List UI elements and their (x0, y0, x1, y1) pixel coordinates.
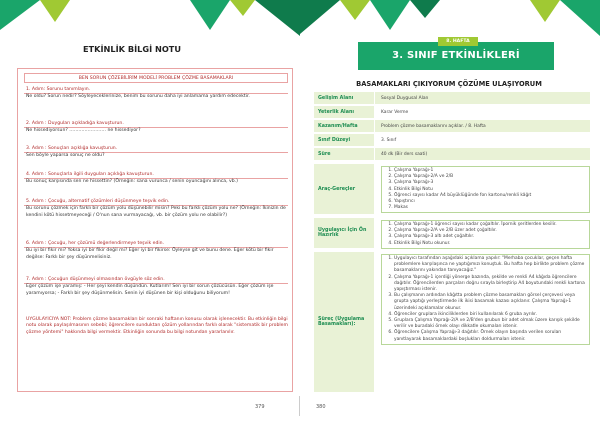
step-1-text: Ne oldu? Sorun nedir? Söyleyeceklerinize, benim bu sorunu daha iyi anlamama yardım edecektir. (26, 94, 250, 100)
row-value: Sosyal Duygusal Alan (375, 92, 590, 104)
row-value: 40 dk (Bir ders saati) (375, 148, 590, 160)
list-item: 7. Makas (394, 205, 587, 211)
list-item: 2. Çalışma Yaprağı-1 içerdiği yönerge bazında, şekilde ve renkli A4 kâğıda öğrencilere dağıtılır. Öğrencilerden parçaları doğru sırayla birleştirip A4 boyutundaki renkli kartona yapıştırması istenir. (394, 275, 587, 294)
list-item: 6. Yapıştırıcı (394, 199, 587, 205)
page-number-right: 380 (316, 404, 326, 410)
info-note-title: ETKİNLİK BİLGİ NOTU (82, 44, 182, 54)
row-grade-level (314, 134, 590, 146)
prep-list-box (381, 220, 590, 249)
badge-title: 3. SINIF ETKİNLİKLERİ (392, 50, 520, 61)
row-development-area (314, 92, 590, 104)
steps-box-title: BEN SORUN ÇÖZEBİLİRİM MODELİ PROBLEM ÇÖZME BASAMAKLARI (24, 73, 288, 83)
week-tag: 8. HAFTA (438, 37, 478, 46)
step-7 (24, 277, 288, 297)
step-5-text: Bu sorunu çözmek için farklı bir çözüm yolu düşünebilir misin? Peki bu farklı çözüm yolu ne? (Örneğin: İkinizin de kendini kötü hissetmeyeceği / O'nun sana vurmayacağı, vb. bir çözüm yolu ne olabilir?) (26, 206, 286, 218)
row-label: Sınıf Düzeyi (314, 134, 374, 146)
step-7-heading: 7. Adım : Çocuğun düşünmeyi olmasından övgüyle söz edin. (24, 277, 288, 284)
step-7-text: Eğer çözüm işe yaramış: - Her şeyi kendin düşündün. Kutlarım! Sen iyi bir sorun çözücüsün. Eğer çözüm işe yaramıyorsa; - Farklı bir şey düşünmelisin. Senin iyi düşünen bir kişi olduğunu biliyorum! (26, 284, 274, 296)
practitioner-note: UYGULAYICIYA NOT: Problem çözme basamakları bir sonraki haftanın konusu olarak işlenecektir. Bu etkinliğin bilgi notu olarak paylaşılmasının sebebi; öğrencilere sunduktan çözüm yollarından farklı olarak "sistematik bir problem çözme yöntemi" hakkında bilgi vermektir. Etkinliğin sonunda bu bilgi notundan yararlanılır. (26, 317, 288, 335)
activity-title: BASAMAKLARI ÇIKIYORUM ÇÖZÜME ULAŞIYORUM (356, 80, 542, 88)
row-label: Kazanım/Hafta (314, 120, 374, 132)
row-label: Uygulayıcı İçin Ön Hazırlık (314, 218, 374, 248)
step-4-text: Bu sonuç karşısında sen ne hissettin? (Örneğin: sana vurunca / senin oyuncağını alınca, vb.) (26, 179, 238, 185)
list-item: 5. Öğrenci sayısı kadar A4 büyüklüğünde fon kartonu/renkli kâğıt (394, 193, 587, 199)
step-2-text: Ne hissediyorsun? …………………… ne hissediyor? (26, 128, 141, 134)
step-5 (24, 199, 288, 219)
list-item: 3. Bu çalışmanın ardından kâğıtta problem çözme basamakları görsel çerçevesi veya grupta yaptığı yerleştirmede ilk ikisi basamak kazası açıklanır. Çalışma Yaprağı-1 üzerindeki açıklamalar okunur. (394, 293, 587, 312)
list-item: 6. Öğrencilere Çalışma Yaprağı-3 dağıtılır. Örnek olayın başında verilen soruları yanıtlayarak basamaklardaki boşlukları doldurmaları istenir. (394, 330, 587, 342)
row-value (375, 252, 590, 392)
row-label: Süre (314, 148, 374, 160)
row-value: Problem çözme basamaklarını açıklar. / 8. Hafta (375, 120, 590, 132)
step-3-text: Sen böyle yaparsa sonuç ne oldu? (26, 153, 105, 159)
row-value: Karar Verme (381, 109, 409, 115)
step-2 (24, 121, 288, 135)
list-item: 1. Çalışma Yaprağı-1 (394, 168, 587, 174)
list-item: 1. Çalışma Yaprağı-1 öğrenci sayısı kadar çoğaltılır. İpornik şeritlerden kesilir. (394, 222, 587, 228)
step-2-heading: 2. Adım : Duyguları açıkladığa kavuşturun. (24, 121, 288, 128)
step-6-heading: 6. Adım : Çocuğu, her çözümü değerlendirmeye teşvik edin. (24, 241, 288, 248)
step-5-heading: 5. Adım : Çocuğu, alternatif çözümleri düşünmeye teşvik edin. (24, 199, 288, 206)
row-label: Araç-Gereçler (314, 164, 374, 214)
materials-list (384, 168, 587, 211)
step-3-heading: 3. Adım : Sonuçları açıklığa kavuşturun. (24, 146, 288, 153)
row-competence-area (314, 106, 590, 118)
list-item: 3. Çalışma Yaprağı-3 altı adet çoğaltılır. (394, 234, 587, 240)
step-4-heading: 4. Adım : Sonuçlarla ilgili duyguları açıklığa kavuşturun. (24, 172, 288, 179)
step-1 (24, 87, 288, 101)
list-item: 5. Gruplara Çalışma Yaprağı-2/A ve 2/B'den grubun bir adet olmak üzere karışık şekilde verilir ve buradaki örnek olayı dikkatle okumaları istenir. (394, 318, 587, 330)
row-value (375, 164, 590, 214)
list-item: 4. Etkinlik Bilgi Notu (394, 187, 587, 193)
list-item: 3. Çalışma Yaprağı-3 (394, 180, 587, 186)
row-value: 3. Sınıf (381, 137, 397, 143)
row-value (375, 218, 590, 248)
row-materials (314, 164, 590, 214)
process-list (384, 256, 587, 343)
step-6 (24, 241, 288, 261)
right-page (300, 0, 600, 426)
list-item: 2. Çalışma Yaprağı-2/A ve 2/B (394, 174, 587, 180)
row-preparation (314, 218, 590, 248)
row-outcome-week (314, 120, 590, 132)
row-duration (314, 148, 590, 160)
page-number-left: 379 (255, 404, 265, 410)
row-process (314, 252, 590, 392)
materials-list-box (381, 166, 590, 213)
list-item: 4. Etkinlik Bilgi Notu okunur. (394, 241, 587, 247)
prep-list (384, 222, 587, 247)
list-item: 1. Uygulayıcı tarafından aşağıdaki açıklama yapılır: "Merhaba çocuklar, geçen hafta problemlere karşılaşınca ne yaptığımızı konuştuk. Bu hafta hep birlikte problem çözme basamaklarını yakından tanıyacağız." (394, 256, 587, 275)
step-4 (24, 172, 288, 186)
step-1-heading: 1. Adım: Sorunu tanımlayın. (24, 87, 288, 94)
process-list-box (381, 254, 590, 345)
list-item: 2. Çalışma Yaprağı-2/A ve 2/B üzer adet çoğaltılır. (394, 228, 587, 234)
row-label: Gelişim Alanı (314, 92, 374, 104)
step-3 (24, 146, 288, 160)
row-label: Süreç (Uygulama Basamakları): (314, 252, 374, 392)
list-item: 4. Öğrenciler gruplara ikinciliklerden biri kullanılarak 6 gruba ayrılır. (394, 312, 587, 318)
step-6-text: Bu iyi bir fikir mi? Yoksa iyi bir fikir değil mi? Eğer iyi bir fikirse: Öyleyse git ve bunu dene. Eğer kötü bir fikir değilse: Farklı bir şey düşünmelisiniz. (26, 248, 274, 260)
row-label: Yeterlik Alanı (314, 106, 374, 118)
problem-solving-steps-box (17, 68, 293, 392)
grade-badge (358, 39, 554, 70)
